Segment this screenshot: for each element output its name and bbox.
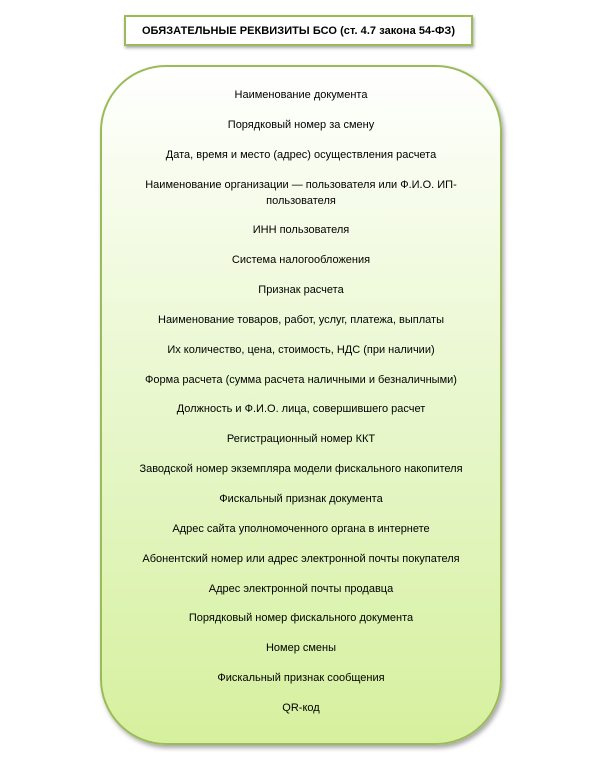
- list-item: Порядковый номер за смену: [227, 118, 375, 131]
- list-item: Должность и Ф.И.О. лица, совершившего расчет: [176, 403, 426, 416]
- diagram-title-box: [124, 15, 473, 46]
- list-item: Система налогообложения: [231, 254, 371, 267]
- list-item: Порядковый номер фискального документа: [188, 612, 414, 625]
- list-item: Номер смены: [265, 642, 337, 655]
- list-item: Фискальный признак сообщения: [217, 672, 385, 685]
- diagram-title: ОБЯЗАТЕЛЬНЫЕ РЕКВИЗИТЫ БСО (ст. 4.7 закона 54-ФЗ): [141, 24, 456, 37]
- list-item: Адрес электронной почты продавца: [208, 582, 394, 595]
- list-item: Регистрационный номер ККТ: [226, 433, 376, 446]
- list-item: Их количество, цена, стоимость, НДС (при наличии): [167, 343, 435, 356]
- list-item: Адрес сайта уполномоченного органа в интернете: [172, 522, 430, 535]
- list-item: Наименование товаров, работ, услуг, платежа, выплаты: [158, 313, 444, 326]
- list-item: Дата, время и место (адрес) осуществления расчета: [165, 148, 437, 161]
- list-item: Наименование организации — пользователя или Ф.И.О. ИП-пользователя: [145, 178, 457, 207]
- list-item: Абонентский номер или адрес электронной почты покупателя: [142, 552, 460, 565]
- list-item: Признак расчета: [258, 284, 344, 297]
- list-item: Наименование документа: [234, 89, 368, 101]
- requisites-list: [122, 87, 480, 730]
- list-item: Заводской номер экземпляра модели фискального накопителя: [139, 463, 463, 476]
- list-item: QR-код: [282, 701, 320, 714]
- list-item: ИНН пользователя: [252, 224, 350, 237]
- list-item: Фискальный признак документа: [219, 492, 383, 505]
- requisites-panel: [100, 65, 502, 745]
- list-item: Форма расчета (сумма расчета наличными и безналичными): [145, 373, 457, 386]
